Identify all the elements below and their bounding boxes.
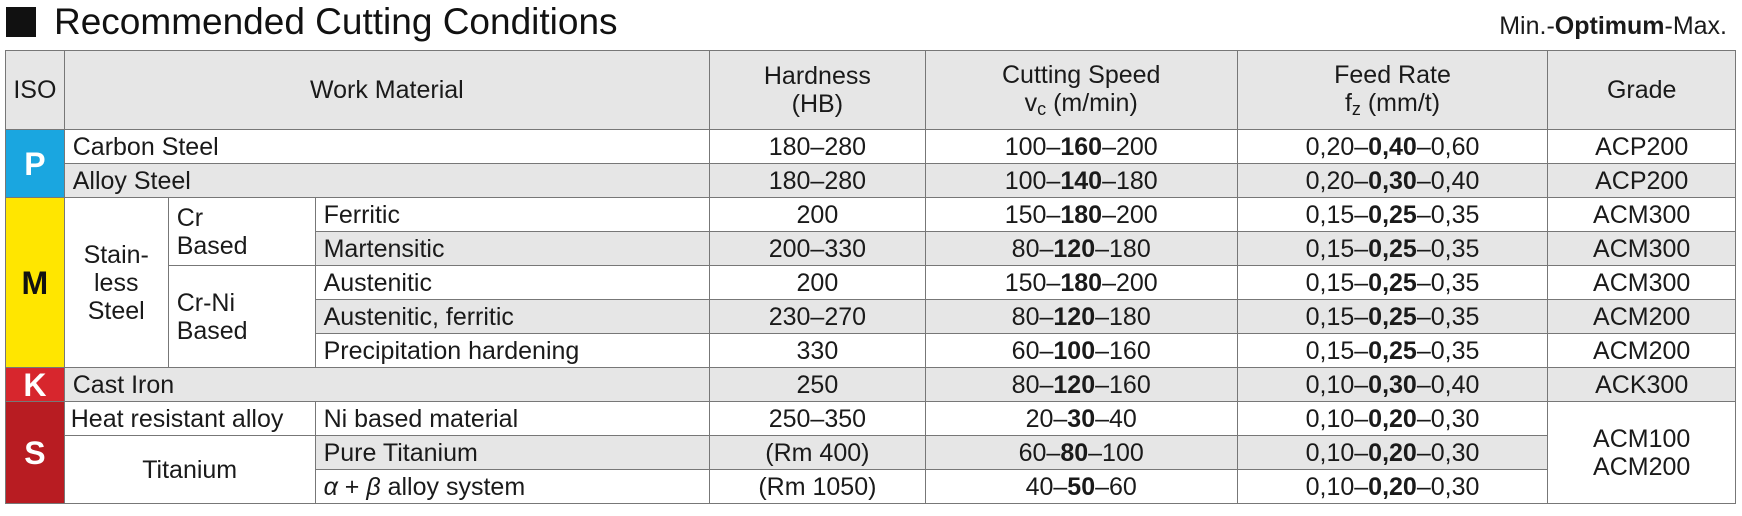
header: [0, 0, 1742, 48]
feed-cell: 0,20–0,30–0,40: [1237, 164, 1548, 198]
grade-cell: ACM200: [1548, 300, 1736, 334]
value-legend: Min.-Optimum-Max.: [1499, 12, 1727, 40]
group-heat-resistant-alloy: Heat resistant alloy: [64, 402, 315, 436]
hardness-cell: 250: [709, 368, 925, 402]
table-row: [6, 130, 1736, 164]
iso-badge-p: P: [6, 130, 65, 198]
header-hardness: Hardness (HB): [709, 51, 925, 130]
table-row: [6, 164, 1736, 198]
header-work-material: Work Material: [64, 51, 709, 130]
speed-cell: 100–140–180: [925, 164, 1237, 198]
grade-cell: ACM300: [1548, 266, 1736, 300]
material-cell: Carbon Steel: [64, 130, 709, 164]
group-titanium: Titanium: [64, 436, 315, 504]
table-row: [6, 436, 1736, 470]
hardness-cell: (Rm 400): [709, 436, 925, 470]
table-header-row: [6, 51, 1736, 130]
material-cell: Alloy Steel: [64, 164, 709, 198]
speed-cell: 40–50–60: [925, 470, 1237, 504]
hardness-cell: 200: [709, 198, 925, 232]
speed-cell: 20–30–40: [925, 402, 1237, 436]
cutting-conditions-table: [5, 50, 1736, 504]
material-cell: Ferritic: [315, 198, 709, 232]
table-row: [6, 368, 1736, 402]
material-cell: Pure Titanium: [315, 436, 709, 470]
feed-cell: 0,15–0,25–0,35: [1237, 198, 1548, 232]
material-cell: Austenitic, ferritic: [315, 300, 709, 334]
iso-badge-k: K: [6, 368, 65, 402]
header-grade: Grade: [1548, 51, 1736, 130]
hardness-cell: 200–330: [709, 232, 925, 266]
speed-cell: 150–180–200: [925, 266, 1237, 300]
speed-cell: 60–100–160: [925, 334, 1237, 368]
feed-cell: 0,20–0,40–0,60: [1237, 130, 1548, 164]
feed-cell: 0,15–0,25–0,35: [1237, 266, 1548, 300]
grade-cell: ACM300: [1548, 198, 1736, 232]
feed-cell: 0,15–0,25–0,35: [1237, 300, 1548, 334]
material-cell: Cast Iron: [64, 368, 709, 402]
hardness-cell: 250–350: [709, 402, 925, 436]
feed-cell: 0,15–0,25–0,35: [1237, 334, 1548, 368]
grade-cell: ACP200: [1548, 130, 1736, 164]
feed-cell: 0,15–0,25–0,35: [1237, 232, 1548, 266]
material-cell: Austenitic: [315, 266, 709, 300]
speed-cell: 150–180–200: [925, 198, 1237, 232]
header-feed-rate: Feed Rate fz (mm/t): [1237, 51, 1548, 130]
table-row: [6, 266, 1736, 300]
header-cutting-speed: Cutting Speed vc (m/min): [925, 51, 1237, 130]
grade-cell-s: ACM100 ACM200: [1548, 402, 1736, 504]
hardness-cell: 180–280: [709, 164, 925, 198]
hardness-cell: 180–280: [709, 130, 925, 164]
hardness-cell: (Rm 1050): [709, 470, 925, 504]
grade-cell: ACK300: [1548, 368, 1736, 402]
group-cr-ni-based: Cr-Ni Based: [168, 266, 315, 368]
title-bullet-icon: [6, 7, 36, 37]
material-cell: Precipitation hardening: [315, 334, 709, 368]
material-cell: Ni based material: [315, 402, 709, 436]
material-cell: α + β alloy system: [315, 470, 709, 504]
hardness-cell: 200: [709, 266, 925, 300]
feed-cell: 0,10–0,20–0,30: [1237, 470, 1548, 504]
grade-cell: ACM200: [1548, 334, 1736, 368]
material-cell: Martensitic: [315, 232, 709, 266]
grade-cell: ACP200: [1548, 164, 1736, 198]
hardness-cell: 330: [709, 334, 925, 368]
speed-cell: 60–80–100: [925, 436, 1237, 470]
iso-badge-s: S: [6, 402, 65, 504]
feed-cell: 0,10–0,30–0,40: [1237, 368, 1548, 402]
speed-cell: 100–160–200: [925, 130, 1237, 164]
group-cr-based: Cr Based: [168, 198, 315, 266]
feed-cell: 0,10–0,20–0,30: [1237, 402, 1548, 436]
feed-cell: 0,10–0,20–0,30: [1237, 436, 1548, 470]
iso-badge-m: M: [6, 198, 65, 368]
hardness-cell: 230–270: [709, 300, 925, 334]
table-row: [6, 402, 1736, 436]
group-stainless-steel: Stain- less Steel: [64, 198, 168, 368]
page-title: Recommended Cutting Conditions: [54, 1, 618, 42]
speed-cell: 80–120–180: [925, 232, 1237, 266]
speed-cell: 80–120–160: [925, 368, 1237, 402]
header-iso: ISO: [6, 51, 65, 130]
table-row: [6, 198, 1736, 232]
grade-cell: ACM300: [1548, 232, 1736, 266]
speed-cell: 80–120–180: [925, 300, 1237, 334]
